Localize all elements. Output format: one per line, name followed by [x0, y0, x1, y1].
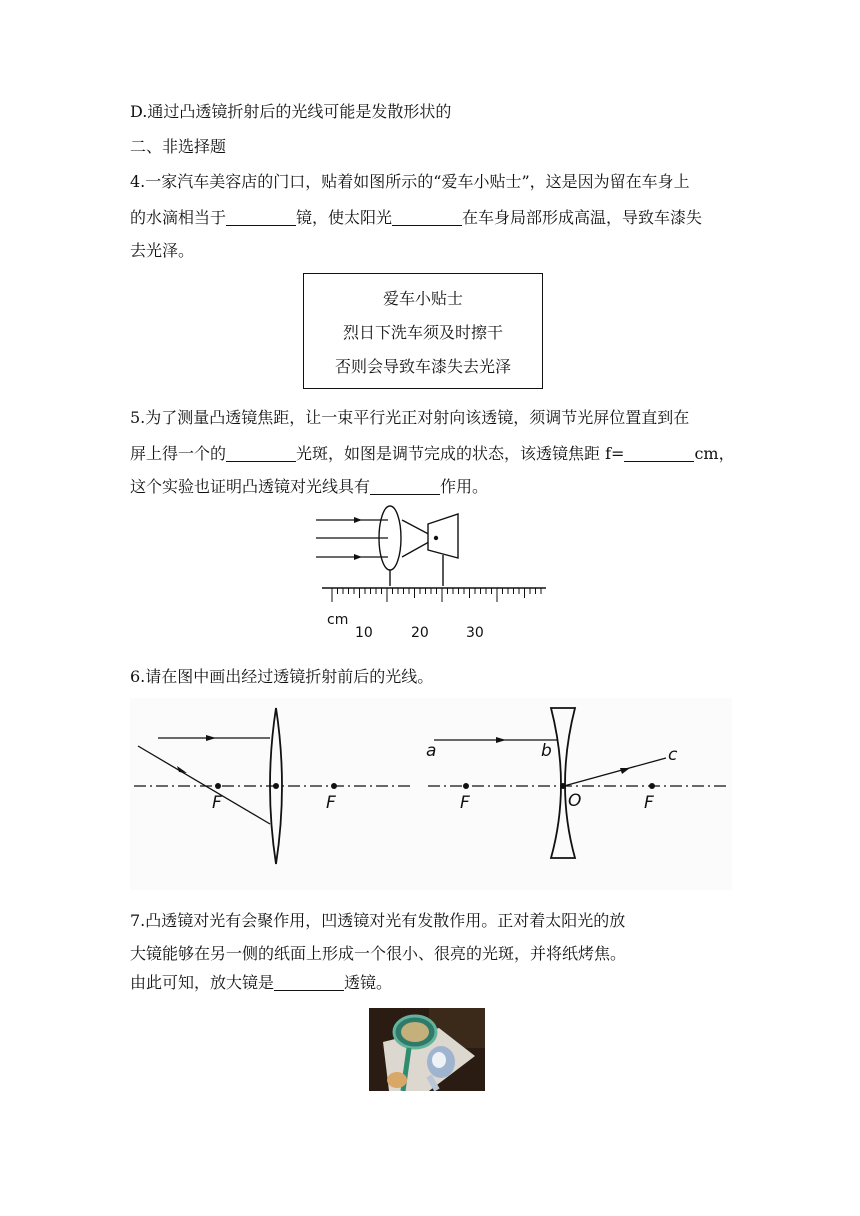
label-f-left-1: F [212, 793, 222, 813]
option-d: D.通过凸透镜折射后的光线可能是发散形状的 [130, 102, 452, 121]
q5-text-e: 作用。 [440, 477, 489, 496]
focal-length-experiment-figure [314, 500, 554, 648]
label-f-right-1: F [460, 793, 470, 813]
q7-text-b: 透镜。 [344, 973, 393, 992]
q4-text-c: 在车身局部形成高温，导致车漆失 [462, 208, 703, 227]
q5-text-b: 光斑，如图是调节完成的状态，该透镜焦距 f= [296, 444, 625, 463]
ruler-unit-label: cm [327, 612, 349, 628]
ruler-label-10: 10 [355, 625, 373, 641]
q5-blank-3[interactable] [370, 478, 440, 495]
lens-ray-diagram [130, 698, 732, 890]
light-screen-icon [428, 514, 458, 558]
tip-line-1: 烈日下洗车须及时擦干 [342, 323, 503, 342]
q5-blank-1[interactable] [226, 445, 296, 462]
q7-blank-1[interactable] [274, 974, 344, 991]
q5-text-a: 屏上得一个的 [130, 444, 227, 463]
focus-left-2 [331, 783, 337, 789]
ruler-label-20: 20 [411, 625, 429, 641]
q5-line3 [130, 476, 488, 498]
q5-text-d: 这个实验也证明凸透镜对光线具有 [130, 477, 371, 496]
q4-line1: 4.一家汽车美容店的门口，贴着如图所示的“爱车小贴士”，这是因为留在车身上 [130, 172, 690, 191]
q4-line3: 去光泽。 [130, 241, 195, 260]
focus-right-2 [649, 783, 655, 789]
section-heading: 二、非选择题 [130, 137, 227, 156]
label-a: a [426, 741, 437, 761]
tip-line-2: 否则会导致车漆失去光泽 [334, 357, 511, 376]
optical-center-right [560, 783, 566, 789]
car-care-tip-box [303, 273, 543, 389]
q5-line1: 5.为了测量凸透镜焦距，让一束平行光正对射向该透镜，须调节光屏位置直到在 [130, 408, 690, 427]
label-f-right-2: F [644, 793, 654, 813]
q6-text: 6.请在图中画出经过透镜折射前后的光线。 [130, 667, 434, 686]
q5-text-c: cm， [694, 444, 735, 463]
label-c: c [668, 745, 678, 765]
label-b: b [541, 741, 552, 761]
focal-spot [434, 536, 438, 540]
focus-right-1 [463, 783, 469, 789]
q5-blank-2[interactable] [624, 445, 694, 462]
q4-blank-2[interactable] [392, 209, 462, 226]
q4-text-a: 的水滴相当于 [130, 208, 227, 227]
q7-line2: 大镜能够在另一侧的纸面上形成一个很小、很亮的光斑，并将纸烤焦。 [130, 944, 627, 963]
magnifying-glass-photo [369, 1008, 485, 1091]
label-o: O [568, 791, 582, 811]
label-f-left-2: F [326, 793, 336, 813]
q7-line3 [130, 972, 392, 994]
focus-left-1 [215, 783, 221, 789]
q4-line2 [130, 207, 702, 229]
q5-line2 [130, 443, 735, 465]
q7-line1: 7.凸透镜对光有会聚作用，凹透镜对光有发散作用。正对着太阳光的放 [130, 911, 626, 930]
ruler-label-30: 30 [466, 625, 484, 641]
ruler [322, 588, 546, 602]
optical-center-left [273, 783, 279, 789]
q7-text-a: 由此可知，放大镜是 [130, 973, 275, 992]
q4-blank-1[interactable] [226, 209, 296, 226]
tip-title: 爱车小贴士 [382, 289, 463, 308]
q4-text-b: 镜，使太阳光 [296, 208, 393, 227]
parallel-light-rays [316, 520, 436, 557]
